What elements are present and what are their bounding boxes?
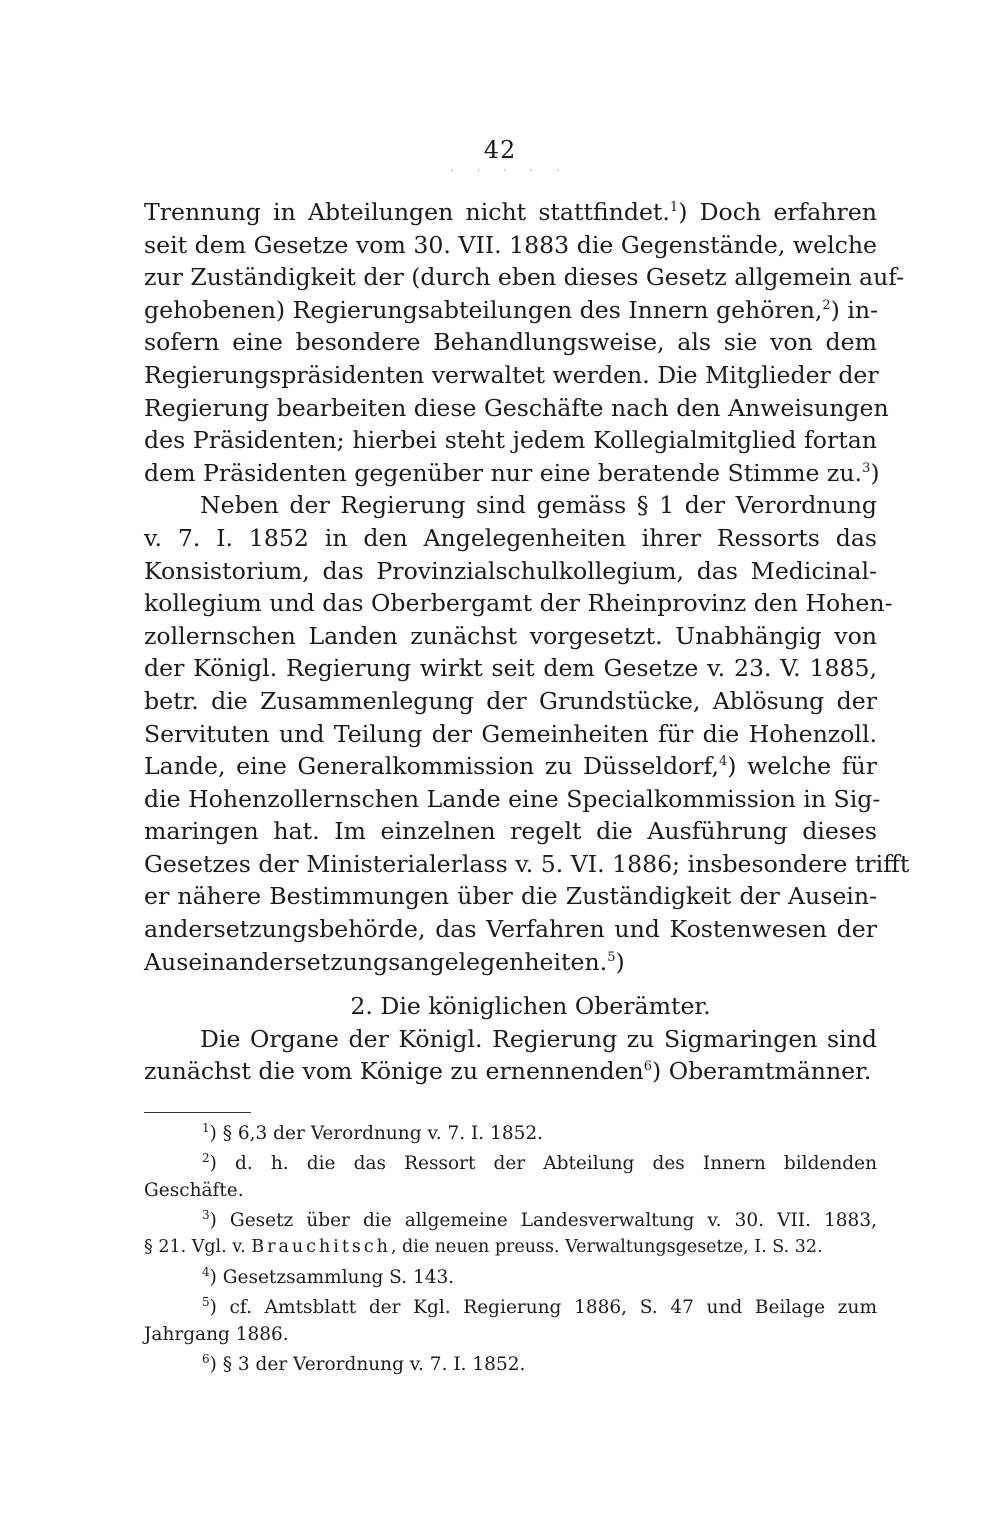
line-text: Regierungspräsidenten verwaltet werden. Die Mitglieder der (144, 360, 879, 389)
text-line (144, 685, 877, 718)
footnote-line: $^2$) d. h. die das Ressort der Abteilung des Innern bildenden (202, 1150, 877, 1174)
footnote-mark: 1 (202, 1120, 210, 1135)
footnote-text-continued (144, 1234, 877, 1261)
text-line (144, 848, 910, 881)
line-text: seit dem Gesetze vom 30. VII. 1883 die Gegenstände, welche (144, 230, 877, 259)
line-text: Regierung bearbeiten diese Geschäfte nach den Anweisungen (144, 393, 889, 422)
line-text: andersetzungsbehörde, das Verfahren und Kostenwesen der (144, 915, 877, 944)
text-line (144, 229, 877, 262)
footnote (144, 1351, 877, 1378)
text-line (144, 718, 877, 751)
line-text: kollegium und das Oberbergamt der Rheinprovinz den Hohen- (144, 589, 893, 618)
footnote-line: $^5$) cf. Amtsblatt der Kgl. Regierung 1886, S. 47 und Beilage zum (202, 1294, 877, 1318)
text-line (144, 457, 880, 490)
line-text-after: ) Oberamtmänner. (652, 1057, 872, 1086)
footnote-text: d. h. die das Ressort der Abteilung des Innern bildenden (235, 1153, 877, 1174)
text-line (144, 392, 889, 425)
footnote-text: Gesetz über die allgemeine Landesverwaltung v. 30. VII. 1883, (229, 1210, 877, 1231)
text-line (144, 620, 877, 653)
line-text: sofern eine besondere Behandlungsweise, als sie von dem (144, 328, 877, 357)
footnote (144, 1264, 877, 1291)
footnote-line: $^1$) § 6,3 der Verordnung v. 7. I. 1852. (202, 1120, 544, 1144)
footnote-line: $^3$) Gesetz über die allgemeine Landesverwaltung v. 30. VII. 1883, (202, 1207, 877, 1231)
line-text: zollernschen Landen zunächst vorgesetzt. Unabhängig von (144, 621, 877, 650)
text-line (144, 913, 877, 946)
line-text: gehobenen) Regierungsabteilungen des Innern gehören, (144, 295, 823, 324)
line-text: Servituten und Teilung der Gemeinheiten für die Hohenzoll. (144, 719, 877, 748)
footnote-separator (144, 1112, 251, 1113)
line-text: er nähere Bestimmungen über die Zuständigkeit der Ausein- (144, 882, 877, 911)
text-line (144, 522, 877, 555)
footnote (144, 1294, 877, 1348)
footnote (144, 1150, 877, 1204)
line-text: Auseinandersetzungsangelegenheiten. (144, 947, 608, 976)
page-number: 42 (483, 136, 517, 164)
footnote-text: § 6,3 der Verordnung v. 7. I. 1852. (222, 1123, 544, 1144)
line-text: Konsistorium, das Provinzialschulkollegium, das Medicinal- (144, 556, 877, 585)
line-text-after: ) Doch erfahren (678, 198, 877, 226)
line-text-after: ) (870, 458, 880, 487)
text-line (144, 1055, 877, 1088)
text-line (144, 555, 877, 588)
footnote-reference: 6 (643, 1059, 653, 1075)
text-line (144, 196, 877, 229)
line-text: Gesetzes der Ministerialerlass v. 5. VI. 1886; insbesondere trifft (144, 849, 910, 878)
text-line (144, 1023, 877, 1056)
footnote-mark: 6 (202, 1351, 210, 1366)
footnote-text: § 3 der Verordnung v. 7. I. 1852. (222, 1354, 526, 1375)
footnote-line: $^4$) Gesetzsammlung S. 143. (202, 1264, 455, 1288)
text-line (144, 946, 877, 979)
footnote-reference: 1 (669, 200, 679, 216)
text-line (144, 750, 877, 783)
paragraph-2 (144, 489, 910, 978)
footnote-text-continued: Jahrgang 1886. (144, 1324, 289, 1345)
text-line (144, 587, 893, 620)
footnote (144, 1120, 877, 1147)
footnote-text-post: , die neuen preuss. Verwaltungsgesetze, I. S. 32. (390, 1237, 823, 1257)
text-line (144, 815, 877, 848)
footnote-reference: 5 (607, 949, 616, 965)
paragraph-1 (144, 196, 905, 489)
text-line (144, 489, 877, 522)
line-text: Trennung in Abteilungen nicht stattfindet. (144, 198, 670, 226)
line-text-after: ) in- (830, 295, 879, 324)
footnote-text: Gesetzsammlung S. 143. (222, 1267, 455, 1288)
footnote-text-continued: Geschäfte. (144, 1180, 244, 1201)
line-text: dem Präsidenten gegenüber nur eine beratende Stimme zu. (144, 458, 863, 487)
line-text: v. 7. I. 1852 in den Angelegenheiten ihrer Ressorts das (144, 523, 877, 552)
footnote (144, 1207, 877, 1261)
line-text: zunächst die vom Könige zu ernennenden (144, 1057, 644, 1086)
footnotes (144, 1120, 877, 1381)
text-line (144, 294, 877, 327)
line-text-after: ) (615, 947, 625, 976)
text-line (144, 359, 877, 392)
line-text-after: ) welche für (727, 752, 877, 781)
footnote-mark: 2 (202, 1150, 210, 1165)
footnote-author: Brauchitsch (251, 1237, 391, 1257)
line-text: der Königl. Regierung wirkt seit dem Gesetze v. 23. V. 1885, (144, 654, 877, 683)
line-text: Lande, eine Generalkommission zu Düsseldorf, (144, 752, 719, 781)
footnote-text: cf. Amtsblatt der Kgl. Regierung 1886, S. 47 und Beilage zum (229, 1297, 877, 1318)
footnote-reference: 4 (718, 754, 728, 770)
page-number-ornament: · · · · · (450, 166, 570, 177)
main-text (144, 196, 910, 1088)
line-text: Die Organe der Königl. Regierung zu Sigmaringen sind (200, 1024, 877, 1053)
line-text: die Hohenzollernschen Lande eine Specialkommission in Sig- (144, 784, 881, 813)
footnote-mark: 5 (202, 1294, 210, 1309)
footnote-reference: 3 (862, 460, 871, 476)
line-text: Neben der Regierung sind gemäss § 1 der Verordnung (200, 491, 877, 520)
line-text: betr. die Zusammenlegung der Grundstücke, Ablösung der (144, 686, 877, 715)
line-text: des Präsidenten; hierbei steht jedem Kollegialmitglied fortan (144, 426, 877, 455)
text-line (144, 783, 881, 816)
text-line (144, 424, 877, 457)
line-text: maringen hat. Im einzelnen regelt die Ausführung dieses (144, 817, 877, 846)
footnote-mark: 4 (202, 1264, 210, 1279)
text-line (144, 261, 905, 294)
line-text: zur Zuständigkeit der (durch eben dieses Gesetz allgemein auf- (144, 263, 905, 292)
footnote-text-pre: § 21. Vgl. v. (144, 1237, 252, 1257)
footnote-reference: 2 (822, 297, 831, 313)
footnote-line: $^6$) § 3 der Verordnung v. 7. I. 1852. (202, 1351, 526, 1375)
text-line (144, 326, 877, 359)
footnote-mark: 3 (202, 1207, 210, 1222)
section-heading: 2. Die königlichen Oberämter. (350, 992, 711, 1021)
text-line (144, 880, 877, 913)
paragraph-3 (144, 1023, 877, 1088)
text-line (144, 652, 877, 685)
